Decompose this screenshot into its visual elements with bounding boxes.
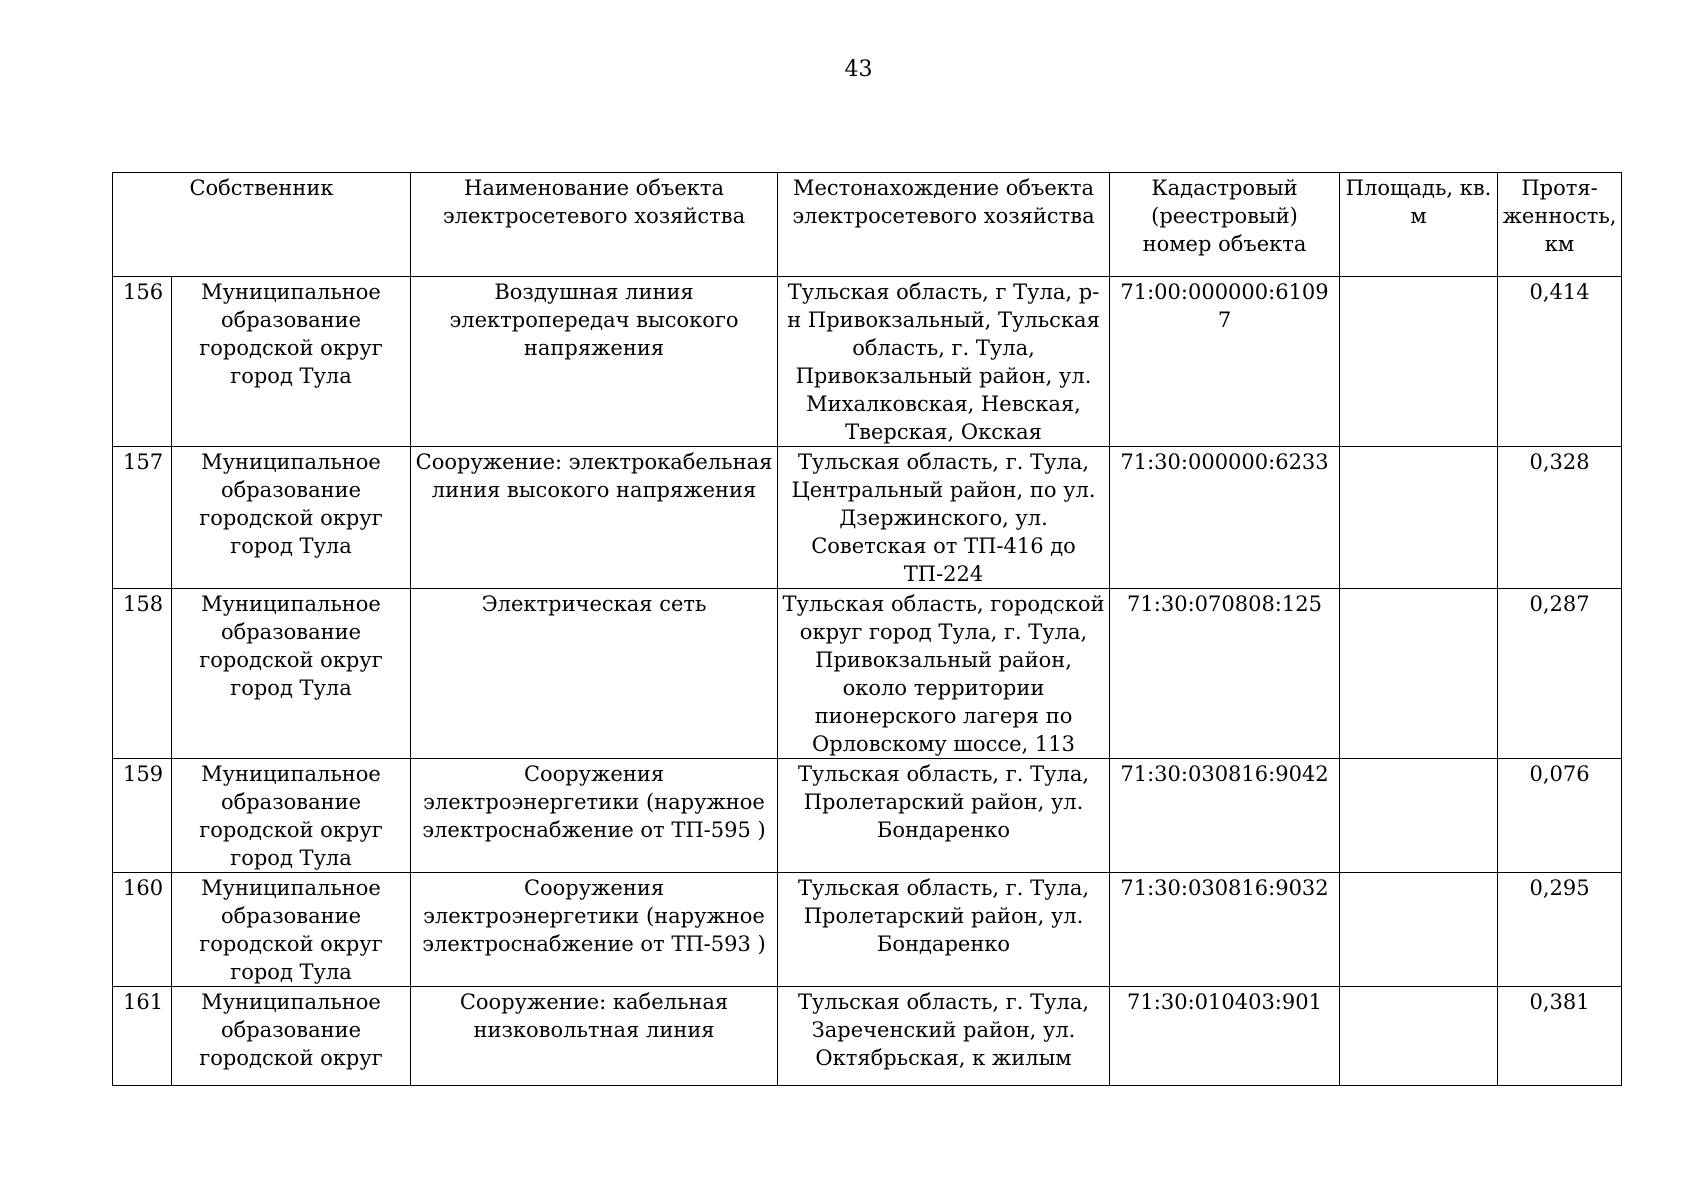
row-area <box>1340 873 1498 987</box>
row-length: 0,381 <box>1498 987 1622 1086</box>
row-object-name: Воздушная линия электропередач высокого напряжения <box>411 277 778 447</box>
row-area <box>1340 589 1498 759</box>
row-object-name: Электрическая сеть <box>411 589 778 759</box>
row-length: 0,287 <box>1498 589 1622 759</box>
header-cadastral-number: Кадастровый (реестровый) номер объекта <box>1110 173 1340 277</box>
row-location: Тульская область, городской округ город Тула, г. Тула, Привокзальный район, около территории пионерского лагеря по Орловскому шоссе, 113 <box>778 589 1110 759</box>
row-location: Тульская область, г Тула, р-н Привокзальный, Тульская область, г. Тула, Привокзальный район, ул. Михалковская, Невская, Тверская, Окская <box>778 277 1110 447</box>
header-location: Местонахождение объекта электросетевого хозяйства <box>778 173 1110 277</box>
row-length: 0,076 <box>1498 759 1622 873</box>
row-cadastral-number: 71:30:030816:9032 <box>1110 873 1340 987</box>
row-location: Тульская область, г. Тула, Пролетарский район, ул. Бондаренко <box>778 873 1110 987</box>
row-number: 158 <box>113 589 172 759</box>
row-number: 160 <box>113 873 172 987</box>
row-object-name: Сооружения электроэнергетики (наружное электроснабжение от ТП-593 ) <box>411 873 778 987</box>
row-area <box>1340 759 1498 873</box>
row-cadastral-number: 71:30:010403:901 <box>1110 987 1340 1086</box>
page-number: 43 <box>844 57 873 82</box>
row-owner: Муниципальное образование городской округ город Тула <box>172 759 411 873</box>
row-number: 156 <box>113 277 172 447</box>
row-owner: Муниципальное образование городской округ город Тула <box>172 589 411 759</box>
row-owner: Муниципальное образование городской округ город Тула <box>172 447 411 589</box>
table-row <box>113 987 1622 1086</box>
row-owner: Муниципальное образование городской округ город Тула <box>172 277 411 447</box>
table-row <box>113 759 1622 873</box>
row-owner: Муниципальное образование городской округ город Тула <box>172 873 411 987</box>
row-cadastral-number: 71:30:070808:125 <box>1110 589 1340 759</box>
header-object-name: Наименование объекта электросетевого хозяйства <box>411 173 778 277</box>
row-location: Тульская область, г. Тула, Пролетарский район, ул. Бондаренко <box>778 759 1110 873</box>
row-cadastral-number: 71:30:000000:6233 <box>1110 447 1340 589</box>
row-length: 0,328 <box>1498 447 1622 589</box>
row-area <box>1340 277 1498 447</box>
row-location: Тульская область, г. Тула, Центральный район, по ул. Дзержинского, ул. Советская от ТП-416 до ТП-224 <box>778 447 1110 589</box>
row-object-name: Сооружение: электрокабельная линия высокого напряжения <box>411 447 778 589</box>
table-header-row <box>113 173 1622 277</box>
registry-table <box>112 172 1622 1086</box>
row-number: 157 <box>113 447 172 589</box>
row-number: 159 <box>113 759 172 873</box>
row-owner: Муниципальное образование городской округ <box>172 987 411 1086</box>
table-row <box>113 447 1622 589</box>
row-cadastral-number: 71:00:000000:61097 <box>1110 277 1340 447</box>
table-row <box>113 589 1622 759</box>
row-object-name: Сооружение: кабельная низковольтная линия <box>411 987 778 1086</box>
row-length: 0,414 <box>1498 277 1622 447</box>
header-owner: Собственник <box>113 173 411 277</box>
row-length: 0,295 <box>1498 873 1622 987</box>
row-location: Тульская область, г. Тула, Зареченский район, ул. Октябрьская, к жилым <box>778 987 1110 1086</box>
header-length: Протя- женность, км <box>1498 173 1622 277</box>
row-object-name: Сооружения электроэнергетики (наружное электроснабжение от ТП-595 ) <box>411 759 778 873</box>
table-row <box>113 873 1622 987</box>
header-area: Площадь, кв. м <box>1340 173 1498 277</box>
table-row <box>113 277 1622 447</box>
row-number: 161 <box>113 987 172 1086</box>
row-area <box>1340 447 1498 589</box>
row-cadastral-number: 71:30:030816:9042 <box>1110 759 1340 873</box>
row-area <box>1340 987 1498 1086</box>
